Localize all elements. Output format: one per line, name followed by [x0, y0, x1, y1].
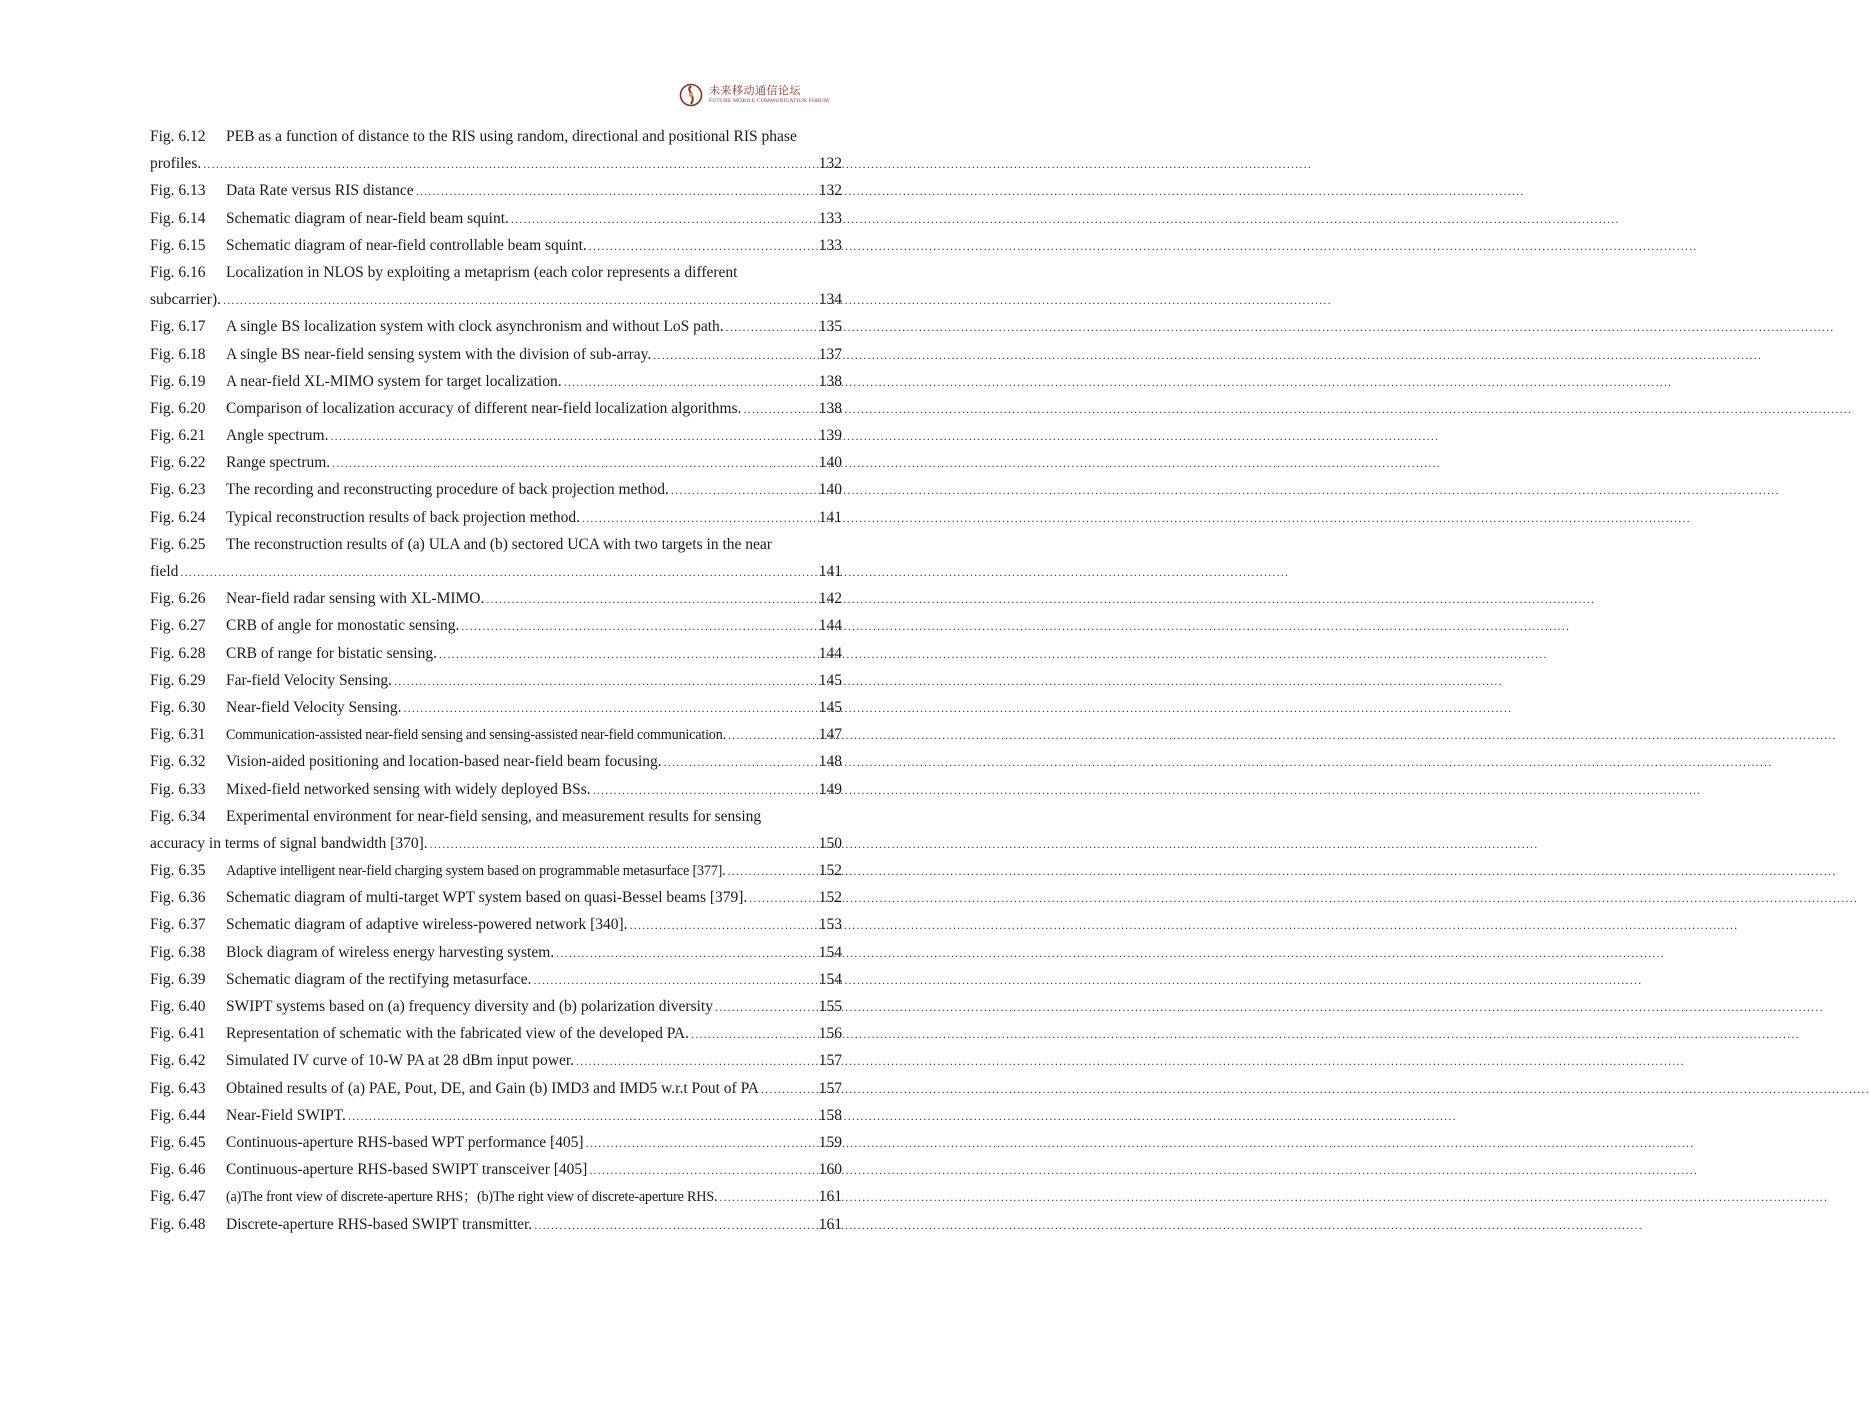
toc-entry-line — [150, 721, 842, 748]
figure-title: A near-field XL-MIMO system for target localization. — [226, 372, 562, 390]
toc-entry-line — [150, 1047, 842, 1074]
toc-entry-line — [150, 531, 842, 558]
toc-entry[interactable] — [150, 1075, 842, 1102]
dot-leader — [437, 641, 819, 668]
dot-leader — [587, 1157, 818, 1184]
figure-title: SWIPT systems based on (a) frequency diversity and (b) polarization diversity — [226, 998, 713, 1015]
figure-number: Fig. 6.28 — [150, 644, 206, 662]
page-number[interactable]: 140 — [818, 454, 842, 472]
page-number[interactable]: 152 — [818, 889, 842, 907]
figure-title: Block diagram of wireless energy harvesting system. — [226, 943, 555, 961]
toc-entry-line — [150, 748, 842, 775]
toc-entry-line — [150, 939, 842, 966]
toc-entry[interactable] — [150, 1156, 842, 1183]
figure-title: Continuous-aperture RHS-based WPT performance [405] — [226, 1133, 584, 1151]
figure-title: Mixed-field networked sensing with widely deployed BSs. — [226, 780, 591, 798]
logo-chinese-text: 未来移动通信论坛 — [709, 84, 801, 97]
page-number[interactable]: 147 — [818, 726, 842, 744]
page-number[interactable]: 145 — [818, 698, 842, 716]
figure-number: Fig. 6.31 — [150, 726, 206, 744]
figure-title: Schematic diagram of adaptive wireless-powered network [340]. — [226, 916, 628, 934]
figure-title-continuation: profiles. — [150, 155, 202, 173]
page-number[interactable]: 155 — [818, 998, 842, 1015]
figure-title: A single BS near-field sensing system with the division of sub-array. — [226, 345, 652, 363]
figure-title: The reconstruction results of (a) ULA and (b) sectored UCA with two targets in the near — [226, 535, 772, 553]
toc-entry[interactable] — [150, 205, 842, 232]
figure-title: Typical reconstruction results of back projection method. — [226, 508, 581, 526]
figure-number: Fig. 6.19 — [150, 372, 206, 390]
page-number[interactable]: 157 — [818, 1079, 842, 1097]
figure-title-continuation: accuracy in terms of signal bandwidth [370]. — [150, 834, 428, 852]
dot-leader — [484, 586, 818, 613]
figure-title-continuation: field — [150, 563, 179, 580]
toc-entry-line — [150, 232, 842, 259]
toc-entry[interactable] — [150, 911, 842, 938]
toc-entry-continuation-line — [150, 830, 842, 857]
toc-entry[interactable] — [150, 177, 842, 204]
dot-leader — [221, 287, 819, 314]
toc-entry[interactable] — [150, 232, 842, 259]
figure-number: Fig. 6.37 — [150, 916, 206, 934]
toc-entry-line — [150, 1102, 842, 1129]
dot-leader — [628, 912, 819, 939]
figure-number: Fig. 6.40 — [150, 998, 206, 1015]
dot-leader — [328, 423, 818, 450]
page-number[interactable]: 141 — [818, 508, 842, 526]
figure-title: Continuous-aperture RHS-based SWIPT transceiver [405] — [226, 1161, 588, 1179]
dot-leader — [713, 994, 819, 1021]
figure-number: Fig. 6.34 — [150, 807, 206, 825]
toc-entry[interactable] — [150, 504, 842, 531]
toc-entry[interactable] — [150, 1183, 842, 1210]
figure-number: Fig. 6.43 — [150, 1079, 206, 1097]
toc-entry-line — [150, 177, 842, 204]
figure-number: Fig. 6.26 — [150, 590, 206, 608]
figure-number: Fig. 6.30 — [150, 698, 206, 716]
toc-entry[interactable] — [150, 341, 842, 368]
figure-number: Fig. 6.12 — [150, 128, 206, 145]
toc-entry-line — [150, 205, 842, 232]
page-number[interactable]: 156 — [818, 1025, 842, 1043]
page-number[interactable]: 148 — [818, 753, 842, 771]
toc-entry-line — [150, 776, 842, 803]
figure-number: Fig. 6.18 — [150, 345, 206, 363]
figure-number: Fig. 6.35 — [150, 862, 206, 880]
figure-title: CRB of angle for monostatic sensing. — [226, 617, 460, 635]
figure-title: Comparison of localization accuracy of different near-field localization algorithms. — [226, 399, 742, 417]
toc-entry-line — [150, 504, 842, 531]
toc-entry[interactable] — [150, 667, 842, 694]
figure-title: PEB as a function of distance to the RIS using random, directional and positional RIS phase — [226, 128, 797, 145]
dot-leader — [574, 1048, 819, 1075]
figure-number: Fig. 6.33 — [150, 780, 206, 798]
toc-entry[interactable] — [150, 1020, 842, 1047]
page-number[interactable]: 154 — [818, 970, 842, 988]
list-of-figures — [150, 123, 842, 1238]
toc-entry-line — [150, 313, 842, 340]
toc-entry[interactable] — [150, 123, 842, 177]
figure-number: Fig. 6.17 — [150, 318, 206, 336]
toc-entry[interactable] — [150, 612, 842, 639]
page-number[interactable]: 149 — [818, 780, 842, 798]
dot-leader — [554, 940, 819, 967]
dot-leader — [759, 1076, 819, 1103]
toc-entry[interactable] — [150, 803, 842, 857]
figure-title: CRB of range for bistatic sensing. — [226, 644, 437, 662]
dot-leader — [346, 1103, 819, 1130]
toc-entry-line — [150, 803, 842, 830]
dot-leader — [651, 342, 818, 369]
toc-entry-line — [150, 884, 842, 911]
dot-leader — [532, 1212, 819, 1239]
toc-entry-line — [150, 585, 842, 612]
figure-title: Far-field Velocity Sensing. — [226, 671, 393, 689]
page-number[interactable]: 133 — [818, 209, 842, 227]
toc-entry[interactable] — [150, 531, 842, 585]
dot-leader — [662, 749, 819, 776]
page-number[interactable]: 140 — [818, 481, 842, 499]
toc-entry-line — [150, 123, 842, 150]
figure-title: Vision-aided positioning and location-based near-field beam focusing. — [226, 753, 662, 771]
page-number[interactable]: 132 — [818, 155, 842, 173]
toc-entry-line — [150, 857, 842, 884]
toc-entry-line — [150, 368, 842, 395]
dot-leader — [414, 178, 819, 205]
figure-title: Schematic diagram of near-field beam squint. — [226, 209, 509, 227]
dot-leader — [717, 1184, 818, 1211]
figure-title: Angle spectrum. — [226, 427, 329, 445]
dot-leader — [689, 1021, 819, 1048]
dot-leader — [330, 450, 819, 477]
page-number[interactable]: 157 — [818, 1052, 842, 1070]
dot-leader — [428, 831, 819, 858]
figure-number: Fig. 6.36 — [150, 889, 206, 907]
page-number[interactable]: 137 — [818, 345, 842, 363]
toc-entry[interactable] — [150, 776, 842, 803]
toc-entry[interactable] — [150, 884, 842, 911]
toc-entry-line — [150, 1183, 842, 1210]
toc-entry[interactable] — [150, 1047, 842, 1074]
page-number[interactable]: 139 — [818, 427, 842, 445]
toc-entry-line — [150, 1156, 842, 1183]
page-number[interactable]: 142 — [818, 590, 842, 608]
toc-entry[interactable] — [150, 1129, 842, 1156]
figure-title: Data Rate versus RIS distance — [226, 182, 414, 200]
dot-leader — [459, 613, 818, 640]
dot-leader — [584, 1130, 819, 1157]
figure-title: Schematic diagram of the rectifying metasurface. — [226, 970, 532, 988]
figure-title: Range spectrum. — [226, 454, 331, 472]
toc-entry-continuation-line — [150, 286, 842, 313]
figure-number: Fig. 6.20 — [150, 399, 206, 417]
toc-entry-continuation-line — [150, 150, 842, 177]
figure-title: Simulated IV curve of 10-W PA at 28 dBm input power. — [226, 1052, 575, 1070]
toc-entry[interactable] — [150, 721, 842, 748]
figure-number: Fig. 6.46 — [150, 1161, 206, 1179]
page-number[interactable]: 158 — [818, 1106, 842, 1124]
figure-number: Fig. 6.25 — [150, 535, 206, 553]
page-number[interactable]: 144 — [818, 617, 842, 635]
page-number[interactable]: 138 — [818, 399, 842, 417]
figure-title: Schematic diagram of near-field controllable beam squint. — [226, 236, 587, 254]
toc-entry[interactable] — [150, 966, 842, 993]
figure-title: Localization in NLOS by exploiting a metaprism (each color represents a different — [226, 263, 738, 281]
figure-number: Fig. 6.47 — [150, 1188, 206, 1206]
figure-number: Fig. 6.48 — [150, 1215, 206, 1233]
page-number[interactable]: 150 — [818, 834, 842, 852]
toc-entry-line — [150, 1211, 842, 1238]
toc-entry[interactable] — [150, 422, 842, 449]
toc-entry-continuation-line — [150, 558, 842, 585]
toc-entry[interactable] — [150, 259, 842, 313]
page-number[interactable]: 161 — [818, 1215, 842, 1233]
figure-title: Communication-assisted near-field sensing and sensing-assisted near-field communication. — [226, 727, 726, 744]
figure-title: (a)The front view of discrete-aperture RHS；(b)The right view of discrete-aperture RHS. — [226, 1189, 718, 1206]
figure-title: Near-field radar sensing with XL-MIMO. — [226, 590, 485, 608]
page-number[interactable]: 161 — [818, 1188, 842, 1206]
toc-entry-line — [150, 1075, 842, 1102]
dot-leader — [201, 151, 819, 178]
dot-leader — [741, 396, 818, 423]
figure-number: Fig. 6.22 — [150, 454, 206, 472]
dot-leader — [580, 505, 819, 532]
figure-number: Fig. 6.41 — [150, 1025, 206, 1043]
dot-leader — [401, 695, 818, 722]
figure-number: Fig. 6.23 — [150, 481, 206, 499]
dot-leader — [726, 858, 819, 885]
toc-entry[interactable] — [150, 395, 842, 422]
toc-entry-line — [150, 422, 842, 449]
figure-number: Fig. 6.32 — [150, 753, 206, 771]
toc-entry[interactable] — [150, 1211, 842, 1238]
toc-entry[interactable] — [150, 476, 842, 503]
figure-title: A single BS localization system with clock asynchronism and without LoS path. — [226, 318, 724, 336]
page-number[interactable]: 132 — [818, 182, 842, 200]
toc-entry-line — [150, 395, 842, 422]
page-number[interactable]: 133 — [818, 236, 842, 254]
toc-entry[interactable] — [150, 748, 842, 775]
toc-entry-line — [150, 449, 842, 476]
page-number[interactable]: 154 — [818, 943, 842, 961]
figure-title: The recording and reconstructing procedure of back projection method. — [226, 481, 669, 499]
dot-leader — [509, 206, 819, 233]
dot-leader — [669, 477, 819, 504]
figure-number: Fig. 6.39 — [150, 970, 206, 988]
figure-title-continuation: subcarrier). — [150, 291, 221, 309]
toc-entry-line — [150, 259, 842, 286]
page-number[interactable]: 160 — [818, 1161, 842, 1179]
toc-entry-line — [150, 911, 842, 938]
toc-entry[interactable] — [150, 449, 842, 476]
figure-number: Fig. 6.44 — [150, 1106, 206, 1124]
figure-number: Fig. 6.21 — [150, 427, 206, 445]
page-number[interactable]: 152 — [818, 862, 842, 880]
toc-entry-line — [150, 341, 842, 368]
toc-entry-line — [150, 1129, 842, 1156]
figure-number: Fig. 6.15 — [150, 236, 206, 254]
page-number[interactable]: 159 — [818, 1133, 842, 1151]
figure-title: Obtained results of (a) PAE, Pout, DE, and Gain (b) IMD3 and IMD5 w.r.t Pout of PA — [226, 1079, 759, 1097]
dot-leader — [562, 369, 819, 396]
figure-number: Fig. 6.13 — [150, 182, 206, 200]
toc-entry[interactable] — [150, 694, 842, 721]
toc-entry-line — [150, 993, 842, 1020]
dot-leader — [532, 967, 819, 994]
dot-leader — [747, 885, 818, 912]
page-number[interactable]: 145 — [818, 671, 842, 689]
figure-number: Fig. 6.27 — [150, 617, 206, 635]
page-number[interactable]: 144 — [818, 644, 842, 662]
figure-title: Near-field Velocity Sensing. — [226, 698, 402, 716]
toc-entry-line — [150, 476, 842, 503]
toc-entry[interactable] — [150, 640, 842, 667]
figure-title: Discrete-aperture RHS-based SWIPT transmitter. — [226, 1215, 533, 1233]
figure-title: Adaptive intelligent near-field charging system based on programmable metasurface [377]. — [226, 863, 726, 880]
forum-logo — [679, 81, 829, 109]
toc-entry[interactable] — [150, 993, 842, 1020]
forum-logo-icon — [679, 83, 703, 107]
toc-entry-line — [150, 667, 842, 694]
dot-leader — [724, 314, 819, 341]
toc-entry[interactable] — [150, 585, 842, 612]
toc-entry[interactable] — [150, 368, 842, 395]
figure-number: Fig. 6.16 — [150, 263, 206, 281]
toc-entry[interactable] — [150, 939, 842, 966]
toc-entry-line — [150, 612, 842, 639]
toc-entry[interactable] — [150, 857, 842, 884]
figure-number: Fig. 6.29 — [150, 671, 206, 689]
page-number[interactable]: 141 — [818, 563, 842, 580]
figure-number: Fig. 6.24 — [150, 508, 206, 526]
figure-title: Experimental environment for near-field sensing, and measurement results for sensing — [226, 807, 762, 825]
page-number[interactable]: 134 — [818, 291, 842, 309]
dot-leader — [587, 233, 819, 260]
toc-entry[interactable] — [150, 1102, 842, 1129]
page-number[interactable]: 138 — [818, 372, 842, 390]
toc-entry-line — [150, 966, 842, 993]
dot-leader — [392, 668, 819, 695]
dot-leader — [178, 559, 818, 586]
logo-english-text: FUTURE MOBILE COMMUNICATION FORUM — [709, 97, 830, 104]
figure-number: Fig. 6.42 — [150, 1052, 206, 1070]
dot-leader — [591, 777, 819, 804]
toc-entry-line — [150, 640, 842, 667]
figure-number: Fig. 6.45 — [150, 1133, 206, 1151]
figure-title: Representation of schematic with the fabricated view of the developed PA. — [226, 1025, 689, 1043]
toc-entry-line — [150, 1020, 842, 1047]
figure-number: Fig. 6.38 — [150, 943, 206, 961]
figure-title: Near-Field SWIPT. — [226, 1106, 346, 1124]
page-number[interactable]: 135 — [818, 318, 842, 336]
page-number[interactable]: 153 — [818, 916, 842, 934]
dot-leader — [726, 722, 819, 749]
figure-title: Schematic diagram of multi-target WPT system based on quasi-Bessel beams [379]. — [226, 889, 748, 907]
toc-entry-line — [150, 694, 842, 721]
figure-number: Fig. 6.14 — [150, 209, 206, 227]
toc-entry[interactable] — [150, 313, 842, 340]
